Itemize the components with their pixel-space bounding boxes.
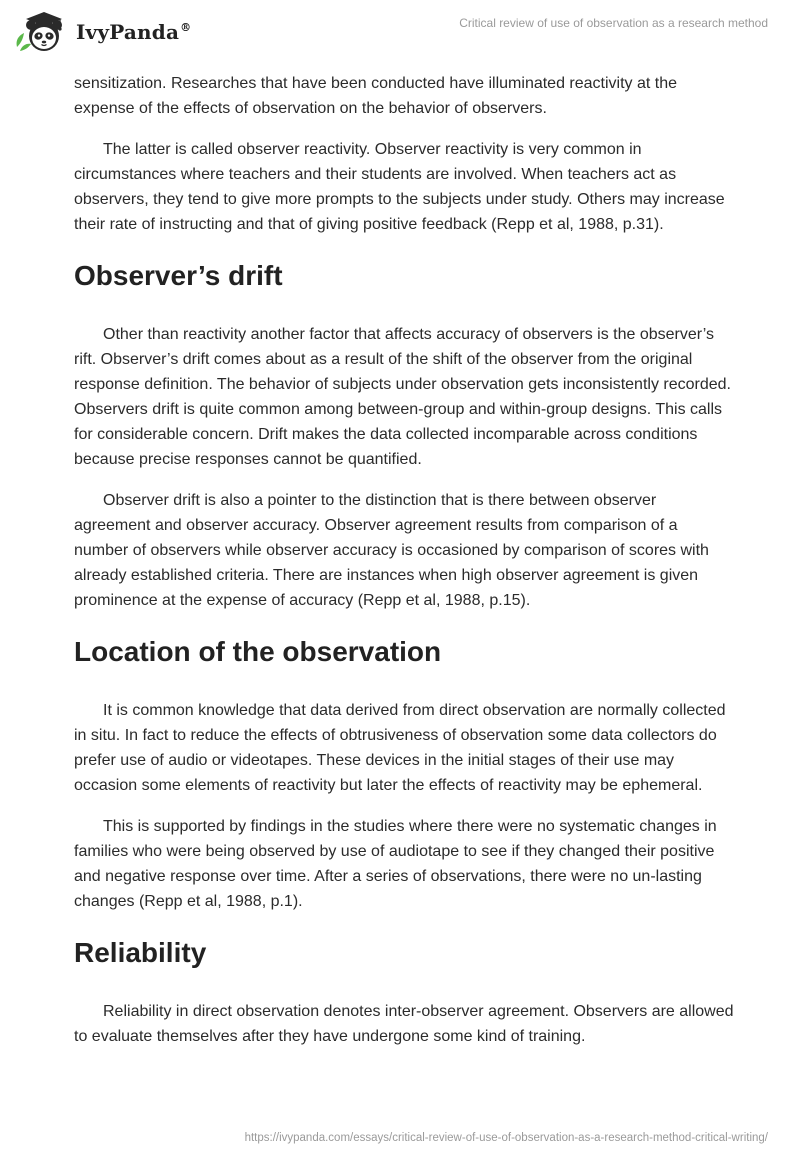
paragraph: Other than reactivity another factor that affects accuracy of observers is the observer’s rift. Observer’s drift comes about as a result of the shift of the observer from the original response definition. The behavior of subjects under observation gets inconsistently recorded. Observers drift is quite common among between-group and within-group designs. This calls for considerable concern. Drift makes the data collected incomparable across conditions because precise responses cannot be quantified. — [74, 326, 731, 468]
panda-graduate-icon — [14, 9, 72, 55]
page-header — [0, 0, 800, 70]
essay-body — [74, 71, 734, 1065]
paragraph: Observer drift is also a pointer to the distinction that is there between observer agreement and observer accuracy. Observer agreement results from comparison of a number of observers while observer accuracy is occasioned by comparison of scores with already established criteria. There are instances when high observer agreement is given prominence at the expense of accuracy (Repp et al, 1988, p.15). — [74, 492, 709, 609]
section-heading-location: Location of the observation — [74, 636, 442, 667]
logo-text: IvyPanda® — [76, 20, 192, 44]
document-title: Critical review of use of observation as a research method — [459, 16, 768, 30]
registered-mark: ® — [180, 21, 192, 35]
paragraph: The latter is called observer reactivity. Observer reactivity is very common in circumstances where teachers and their students are involved. When teachers act as observers, they tend to give more prompts to the subjects under study. Others may increase their rate of instructing and that of giving positive feedback (Repp et al, 1988, p.31). — [74, 141, 725, 233]
paragraph: This is supported by findings in the studies where there were no systematic changes in families who were being observed by use of audiotape to see if they changed their positive and negative response over time. After a series of observations, there were no un-lasting changes (Repp et al, 1988, p.1). — [74, 818, 717, 910]
paragraph: It is common knowledge that data derived from direct observation are normally collected in situ. In fact to reduce the effects of obtrusiveness of observation some data collectors do prefer use of audio or videotapes. These devices in the initial stages of their use may occasion some elements of reactivity but later the effects of reactivity may be ephemeral. — [74, 702, 726, 794]
section-heading-reliability: Reliability — [74, 937, 207, 968]
source-url-link[interactable]: https://ivypanda.com/essays/critical-review-of-use-of-observation-as-a-research-method-critical-writing/ — [244, 1132, 768, 1144]
ivypanda-logo[interactable] — [14, 9, 191, 55]
paragraph: Reliability in direct observation denotes inter-observer agreement. Observers are allowed to evaluate themselves after they have undergone some kind of training. — [74, 1003, 734, 1045]
paragraph: sensitization. Researches that have been conducted have illuminated reactivity at the expense of the effects of observation on the behavior of observers. — [74, 75, 678, 117]
section-heading-observers-drift: Observer’s drift — [74, 260, 283, 291]
